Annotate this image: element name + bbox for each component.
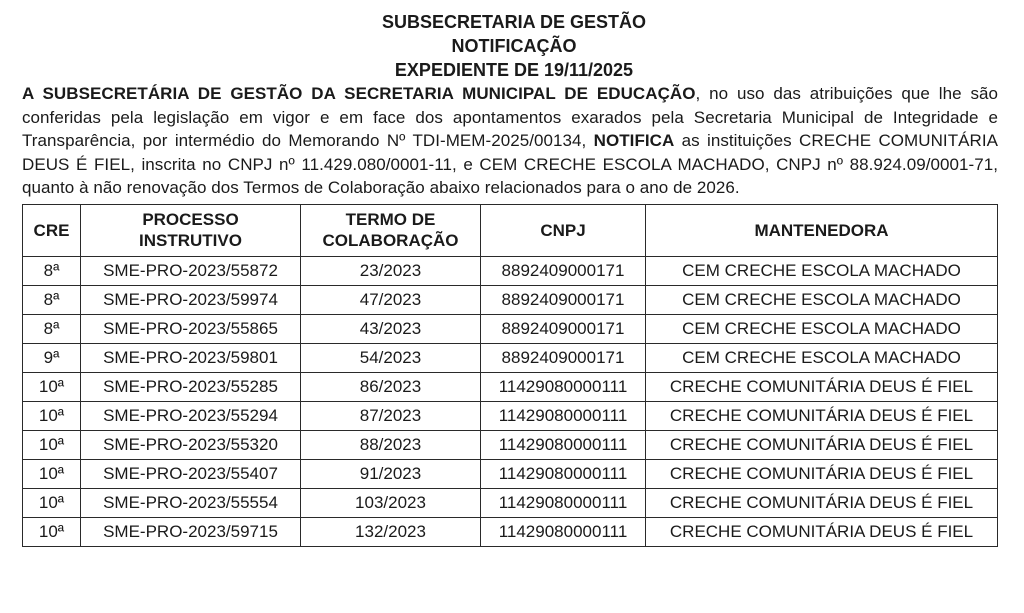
cell-mantenedora: CEM CRECHE ESCOLA MACHADO (646, 343, 998, 372)
table-row (23, 401, 998, 430)
notifica-keyword: NOTIFICA (593, 131, 675, 150)
cell-termo: 23/2023 (301, 256, 481, 285)
cell-termo: 43/2023 (301, 314, 481, 343)
cell-termo: 103/2023 (301, 488, 481, 517)
cell-cnpj: 11429080000111 (481, 517, 646, 546)
cell-processo: SME-PRO-2023/55320 (81, 430, 301, 459)
cell-cre: 9ª (23, 343, 81, 372)
cell-termo: 88/2023 (301, 430, 481, 459)
cell-processo: SME-PRO-2023/59715 (81, 517, 301, 546)
header-processo-line1: PROCESSO (142, 210, 239, 229)
paragraph-text-2: as instituições CRECHE COMUNITÁRIA DEUS É FIEL, inscrita no CNPJ nº 11.429.080/0001-11, e CEM CRECHE ESCOLA MACHADO, CNPJ nº 88.924.09/0001-71, quanto à não renovação dos Termos de Colaboração abaixo relacionados para o ano de 2026. (22, 131, 998, 197)
cell-termo: 91/2023 (301, 459, 481, 488)
table-row (23, 285, 998, 314)
header-processo-line2: INSTRUTIVO (139, 231, 242, 250)
table-row (23, 459, 998, 488)
cell-cnpj: 11429080000111 (481, 372, 646, 401)
cell-cre: 10ª (23, 488, 81, 517)
cell-processo: SME-PRO-2023/55865 (81, 314, 301, 343)
cell-cnpj: 11429080000111 (481, 430, 646, 459)
cell-mantenedora: CRECHE COMUNITÁRIA DEUS É FIEL (646, 488, 998, 517)
cell-processo: SME-PRO-2023/55872 (81, 256, 301, 285)
cell-cnpj: 8892409000171 (481, 343, 646, 372)
cell-cnpj: 8892409000171 (481, 256, 646, 285)
header-processo (81, 204, 301, 256)
cell-termo: 54/2023 (301, 343, 481, 372)
issuer-name: A SUBSECRETÁRIA DE GESTÃO DA SECRETARIA MUNICIPAL DE EDUCAÇÃO (22, 84, 696, 103)
table-header-row (23, 204, 998, 256)
table-row (23, 517, 998, 546)
cell-mantenedora: CEM CRECHE ESCOLA MACHADO (646, 285, 998, 314)
cell-cre: 10ª (23, 372, 81, 401)
cell-mantenedora: CRECHE COMUNITÁRIA DEUS É FIEL (646, 401, 998, 430)
cell-processo: SME-PRO-2023/55294 (81, 401, 301, 430)
notice-paragraph (22, 82, 998, 200)
table-row (23, 430, 998, 459)
cell-processo: SME-PRO-2023/55407 (81, 459, 301, 488)
cell-mantenedora: CRECHE COMUNITÁRIA DEUS É FIEL (646, 430, 998, 459)
header-cre: CRE (23, 204, 81, 256)
cell-cnpj: 8892409000171 (481, 285, 646, 314)
table-body (23, 256, 998, 546)
cell-termo: 86/2023 (301, 372, 481, 401)
cell-cre: 10ª (23, 430, 81, 459)
table-row (23, 314, 998, 343)
heading-block (30, 10, 998, 82)
cell-termo: 47/2023 (301, 285, 481, 314)
header-termo-line2: COLABORAÇÃO (322, 231, 459, 250)
cell-cre: 10ª (23, 459, 81, 488)
table-row (23, 372, 998, 401)
cell-cnpj: 11429080000111 (481, 401, 646, 430)
cell-processo: SME-PRO-2023/55285 (81, 372, 301, 401)
cell-mantenedora: CEM CRECHE ESCOLA MACHADO (646, 256, 998, 285)
table-row (23, 256, 998, 285)
cell-cnpj: 8892409000171 (481, 314, 646, 343)
cell-mantenedora: CRECHE COMUNITÁRIA DEUS É FIEL (646, 372, 998, 401)
cell-mantenedora: CRECHE COMUNITÁRIA DEUS É FIEL (646, 459, 998, 488)
header-mantenedora: MANTENEDORA (646, 204, 998, 256)
cell-termo: 87/2023 (301, 401, 481, 430)
notice-title: NOTIFICAÇÃO (451, 36, 577, 56)
department-title: SUBSECRETARIA DE GESTÃO (381, 12, 647, 32)
cell-processo: SME-PRO-2023/59801 (81, 343, 301, 372)
termos-table (22, 204, 998, 547)
cell-cre: 10ª (23, 401, 81, 430)
cell-processo: SME-PRO-2023/55554 (81, 488, 301, 517)
table-row (23, 343, 998, 372)
cell-cnpj: 11429080000111 (481, 459, 646, 488)
cell-termo: 132/2023 (301, 517, 481, 546)
header-termo-line1: TERMO DE (345, 210, 436, 229)
header-cnpj: CNPJ (481, 204, 646, 256)
cell-mantenedora: CRECHE COMUNITÁRIA DEUS É FIEL (646, 517, 998, 546)
expedient-date: EXPEDIENTE DE 19/11/2025 (394, 60, 634, 80)
cell-cre: 8ª (23, 314, 81, 343)
cell-mantenedora: CEM CRECHE ESCOLA MACHADO (646, 314, 998, 343)
paragraph-text-1: , no uso das atribuições que lhe são conferidas pela legislação em vigor e em face dos apontamentos exarados pela Secretaria Municipal de Integridade e Transparência, por intermédio do Memorando Nº TDI-MEM-2025/00134, (22, 84, 998, 150)
cell-cre: 8ª (23, 285, 81, 314)
header-termo (301, 204, 481, 256)
table-row (23, 488, 998, 517)
cell-cnpj: 11429080000111 (481, 488, 646, 517)
cell-cre: 8ª (23, 256, 81, 285)
cell-cre: 10ª (23, 517, 81, 546)
cell-processo: SME-PRO-2023/59974 (81, 285, 301, 314)
